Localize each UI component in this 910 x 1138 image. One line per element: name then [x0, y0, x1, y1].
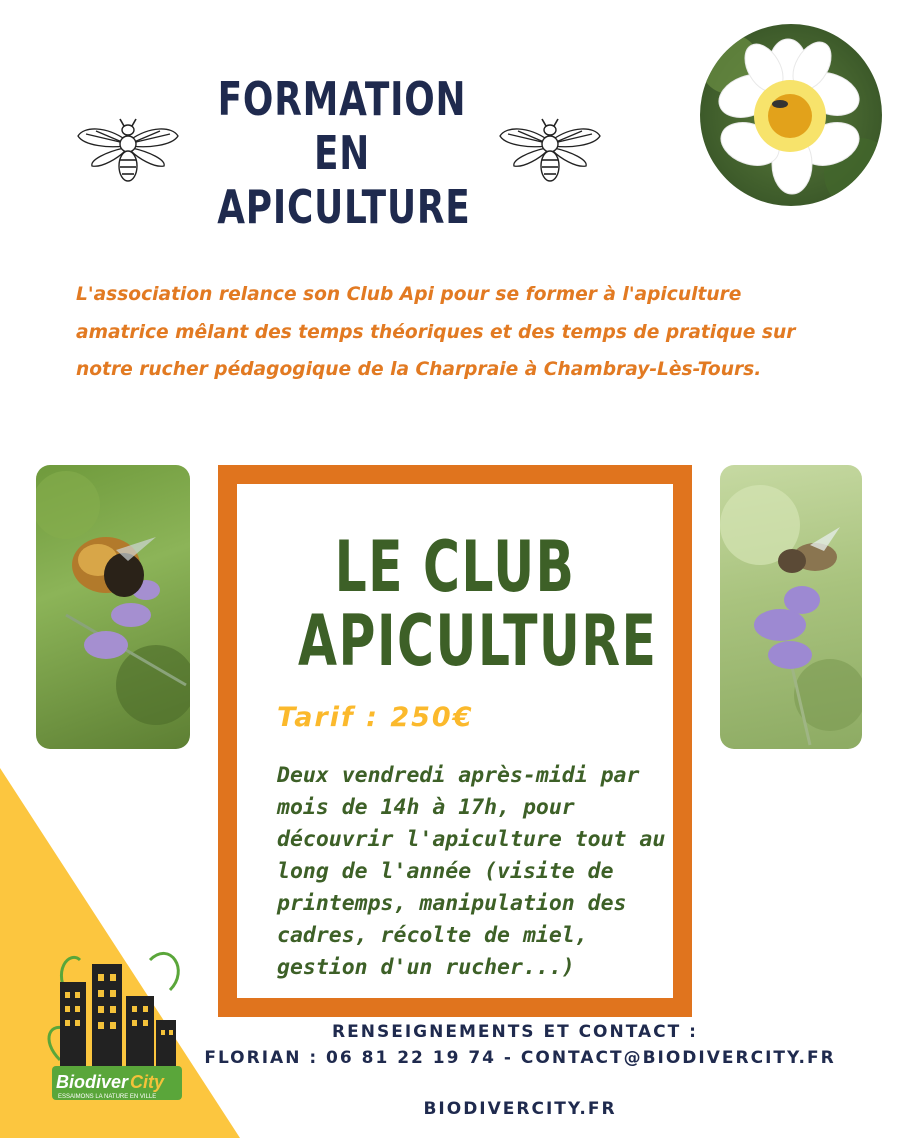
club-description: Deux vendredi après-midi par mois de 14h à 17h, pour découvrir l'apiculture tout au long de l'année (visite de printemps, manipulation des cadres, récolte de miel, gestion d'un rucher...) — [277, 763, 666, 980]
club-info-box — [218, 465, 692, 1017]
logo-tagline: ESSAIMONS LA NATURE EN VILLE — [58, 1094, 157, 1100]
title-line-1: FORMATION EN — [217, 72, 467, 180]
flower-photo — [700, 24, 882, 206]
website-link[interactable]: BIODIVERCITY.FR — [423, 1099, 617, 1119]
page-title — [217, 72, 471, 234]
bee-icon — [498, 118, 602, 188]
bee-on-lavender-photo — [36, 465, 190, 749]
club-title-line-1: LE CLUB — [334, 526, 576, 608]
club-title-line-2: APICULTURE — [298, 600, 658, 682]
title-line-2: APICULTURE — [217, 180, 471, 234]
logo-brand-part2: City — [130, 1072, 165, 1092]
club-title — [298, 526, 658, 682]
bee-on-lavender-photo — [720, 465, 862, 749]
contact-details[interactable]: FLORIAN : 06 81 22 19 74 - CONTACT@BIODIVERCITY.FR — [204, 1048, 836, 1068]
bee-icon — [76, 118, 180, 188]
intro-text: L'association relance son Club Api pour se former à l'apiculture amatrice mêlant des temps théoriques et des temps de pratique sur notre rucher pédagogique de la Charpraie à Chambray-Lès-Tours. — [76, 283, 796, 380]
logo-brand-part1: Biodiver — [56, 1072, 129, 1092]
contact-heading: RENSEIGNEMENTS ET CONTACT : — [332, 1022, 698, 1042]
price-label: Tarif : 250€ — [277, 702, 474, 733]
